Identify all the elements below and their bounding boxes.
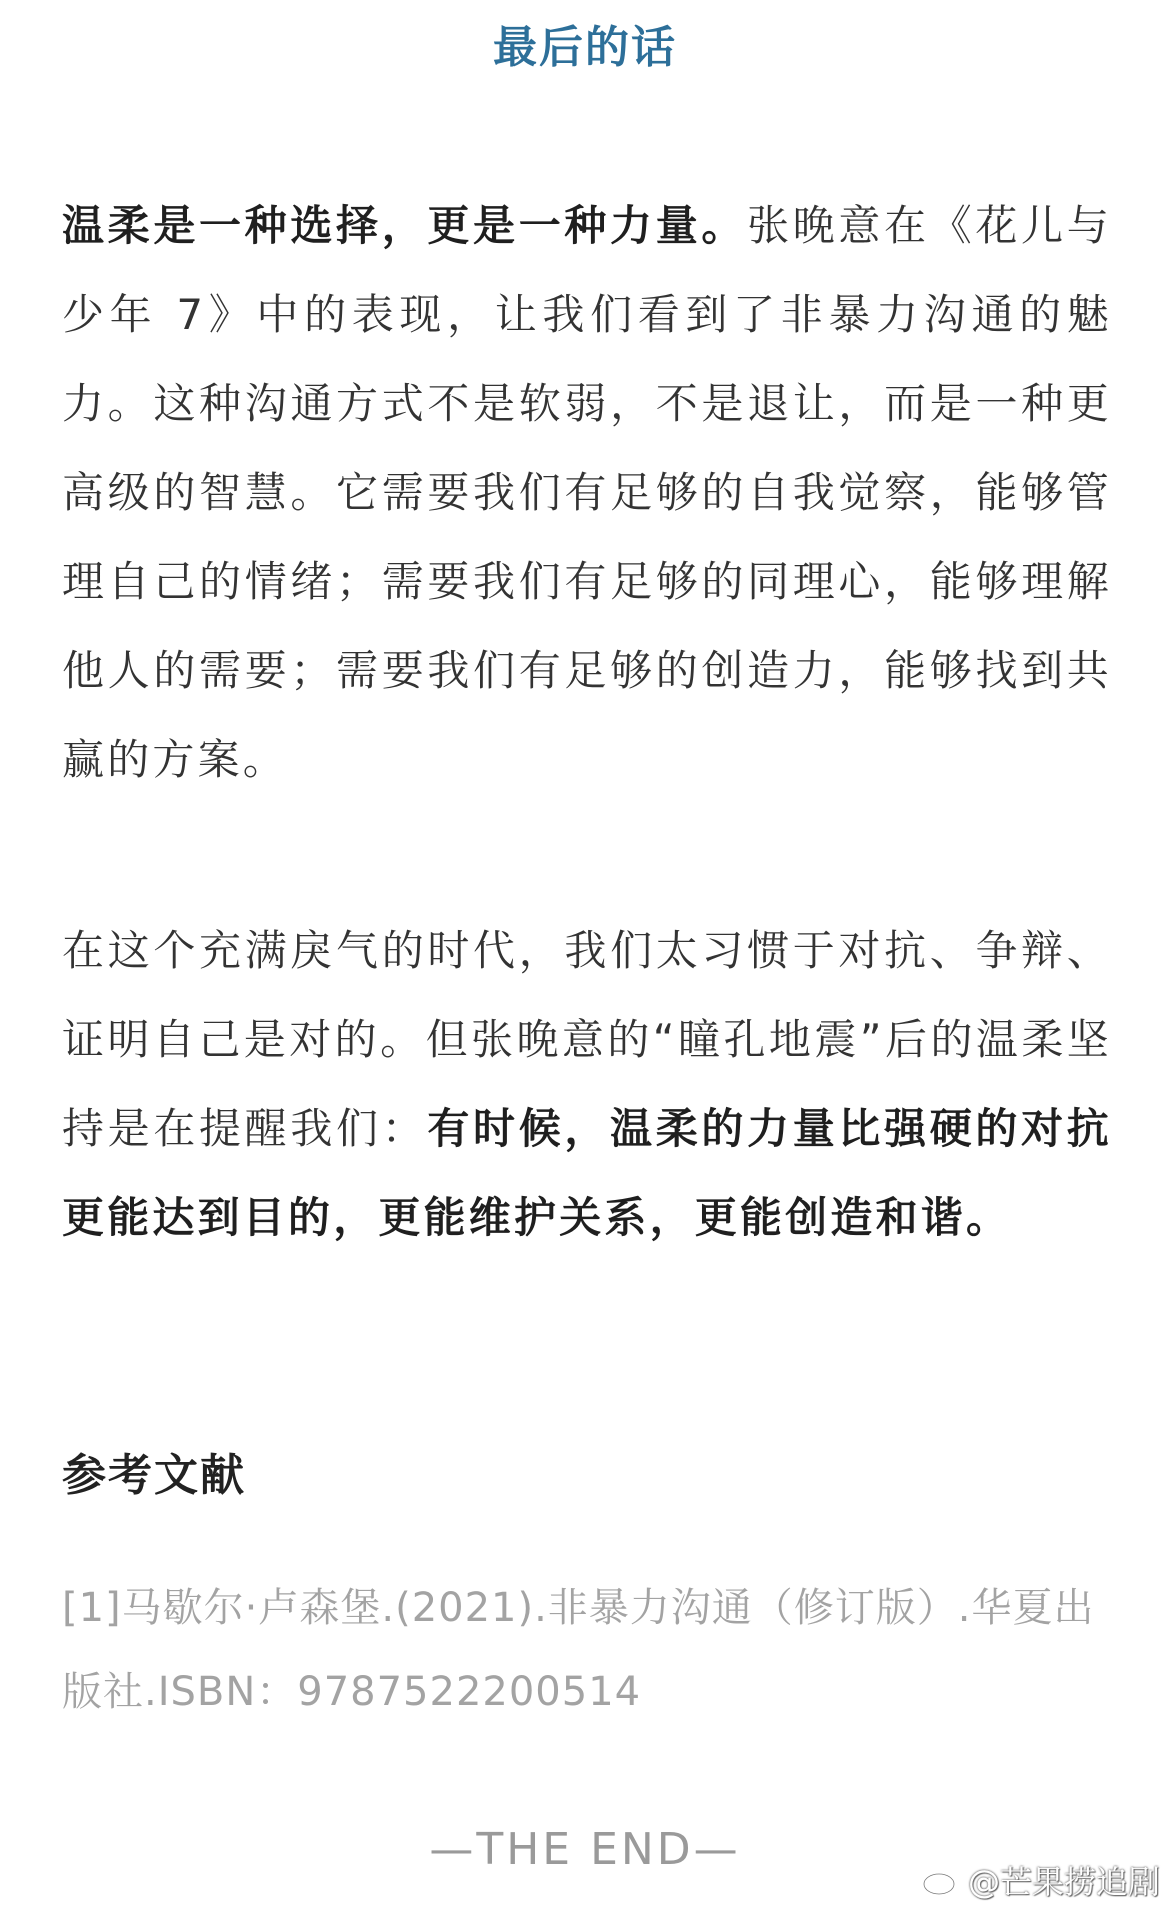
watermark-text: @芒果捞追剧	[967, 1863, 1160, 1901]
reference-item: [1]马歇尔·卢森堡.(2021).非暴力沟通（修订版）.华夏出版社.ISBN：9787522200514	[62, 1585, 1095, 1715]
weibo-watermark	[922, 1858, 1160, 1902]
paragraph-1-bold-lead: 温柔是一种选择，更是一种力量。	[62, 201, 748, 250]
paragraph-1-text: 张晚意在《花儿与少年 7》中的表现，让我们看到了非暴力沟通的魅力。这种沟通方式不是软弱，不是退让，而是一种更高级的智慧。它需要我们有足够的自我觉察，能够管理自己的情绪；需要我们有足够的同理心，能够理解他人的需要；需要我们有足够的创造力，能够找到共赢的方案。	[62, 201, 1112, 784]
paragraph-1	[62, 181, 1112, 804]
paragraph-2-text: 在这个充满戾气的时代，我们太习惯于对抗、争辩、证明自己是对的。但张晚意的“瞳孔地震”后的温柔坚持是在提醒我们：	[62, 926, 1112, 1153]
paragraph-2	[62, 906, 1112, 1262]
the-end-mark: —THE END—	[429, 1824, 741, 1875]
weibo-icon	[922, 1863, 962, 1897]
paragraph-2-bold-tail: 有时候，温柔的力量比强硬的对抗更能达到目的，更能维护关系，更能创造和谐。	[62, 1104, 1112, 1242]
references-heading: 参考文献	[62, 1450, 246, 1501]
section-title: 最后的话	[493, 22, 677, 73]
